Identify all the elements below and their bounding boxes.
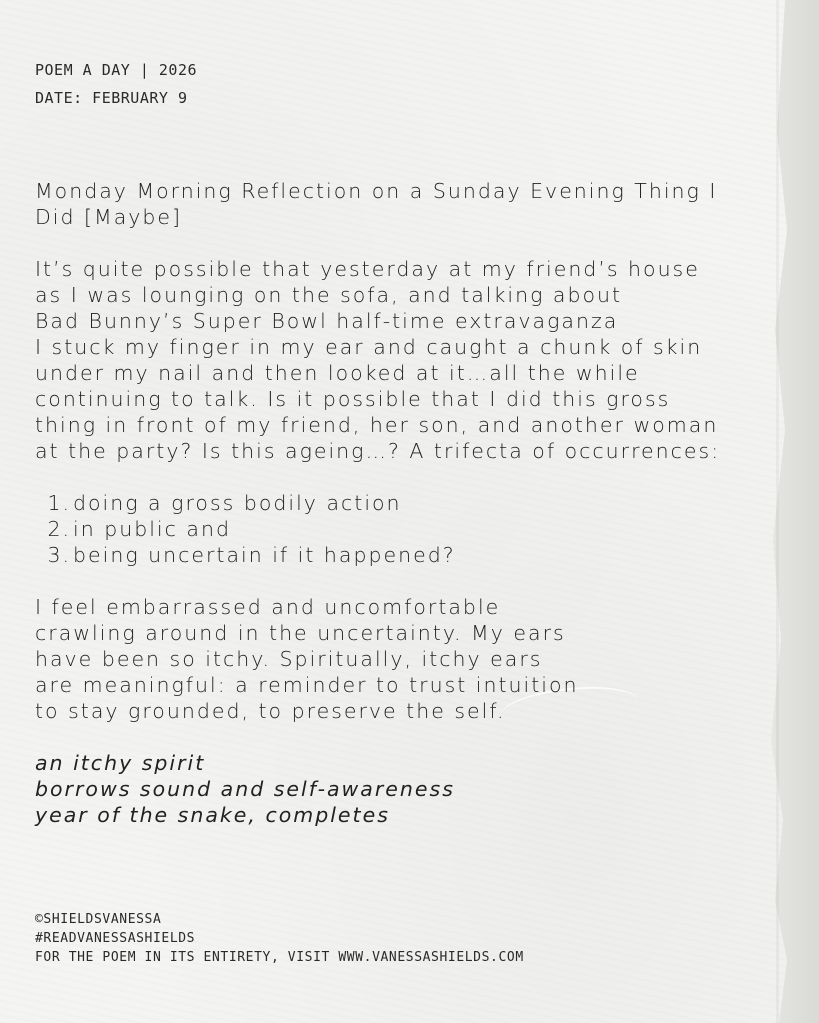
poem-stanza-1: It’s quite possible that yesterday at my friend’s house as I was lounging on the sofa, and talking about Bad Bunny’s Super Bowl half-time extravaganza I stuck my finger in my ear and caught a chunk of skin under my nail and then looked at it…all the while continuing to talk. Is it possible that I did this gross thing in front of my friend, her son, and another woman at the party? Is this ageing…? A trifecta of occurrences: xyxy=(35,257,721,463)
list-text: being uncertain if it happened? xyxy=(73,543,456,567)
hashtag: #READVANESSASHIELDS xyxy=(35,931,196,946)
author-handle: ©SHIELDSVANESSA xyxy=(35,912,162,927)
list-number: 2. xyxy=(47,517,71,541)
list-item xyxy=(35,542,765,568)
poem-body xyxy=(35,178,765,828)
list-number: 1. xyxy=(47,491,71,515)
series-label: POEM A DAY | 2026 xyxy=(35,61,198,79)
list-item xyxy=(35,490,765,516)
poem-title: Monday Morning Reflection on a Sunday Evening Thing I Did [Maybe] xyxy=(35,179,718,229)
list-number: 3. xyxy=(47,543,71,567)
list-text: doing a gross bodily action xyxy=(73,491,402,515)
poem-haiku: an itchy spirit borrows sound and self-awareness year of the snake, completes xyxy=(35,751,455,827)
list-text: in public and xyxy=(73,517,231,541)
date-label: DATE: FEBRUARY 9 xyxy=(35,89,188,107)
list-item xyxy=(35,516,765,542)
torn-edge-shadow xyxy=(776,0,779,1023)
website-note: FOR THE POEM IN ITS ENTIRETY, VISIT WWW.VANESSASHIELDS.COM xyxy=(35,950,524,965)
poem-header xyxy=(35,56,197,112)
poem-stanza-2: I feel embarrassed and uncomfortable crawling around in the uncertainty. My ears have been so itchy. Spiritually, itchy ears are meaningful: a reminder to trust intuition to stay grounded, to preserve the self. xyxy=(35,595,579,723)
occurrences-list xyxy=(35,490,765,568)
poem-footer xyxy=(35,910,524,967)
